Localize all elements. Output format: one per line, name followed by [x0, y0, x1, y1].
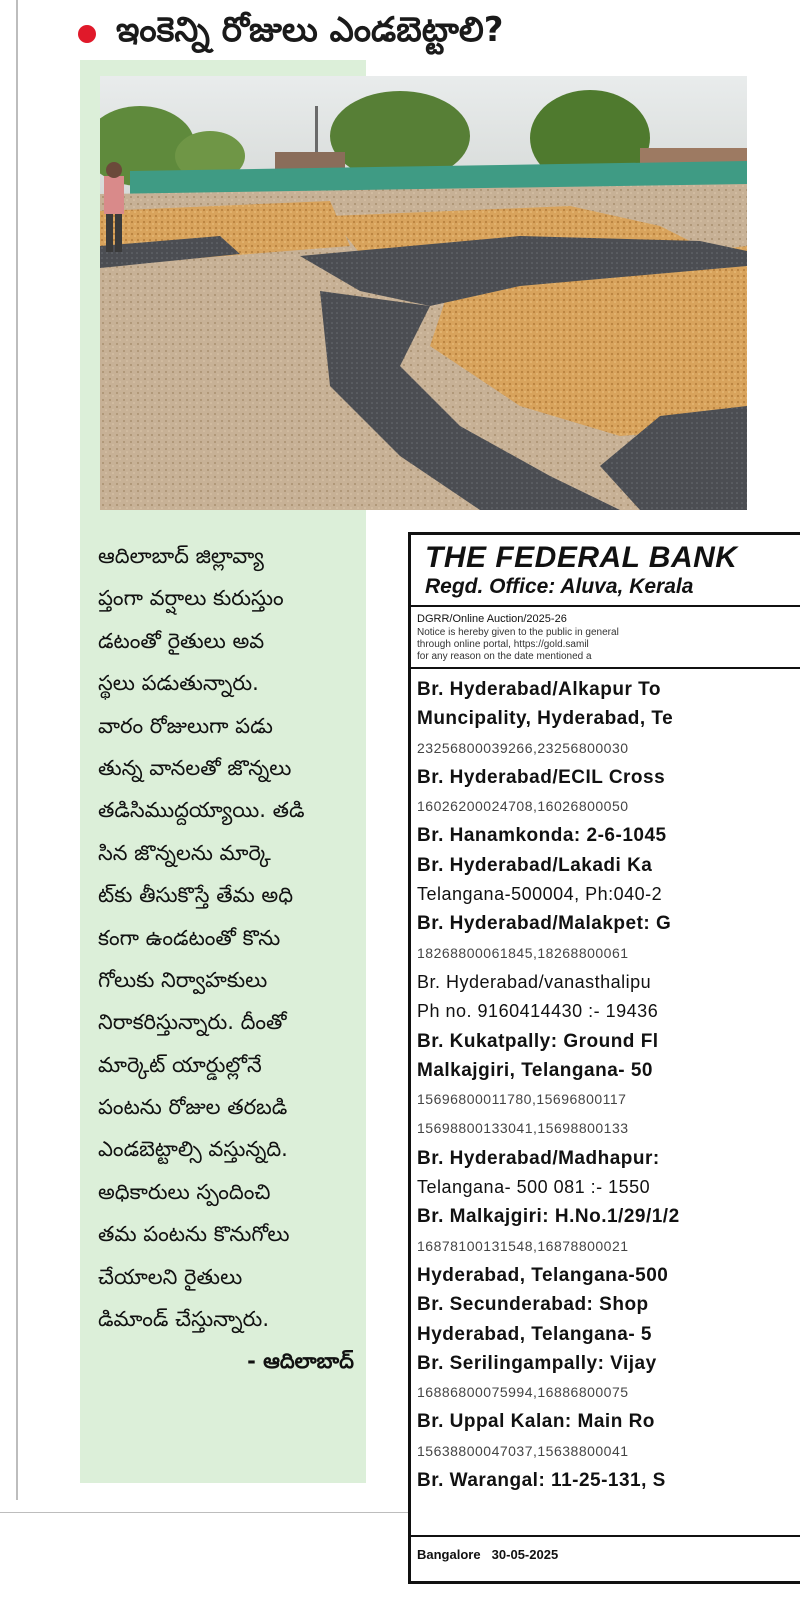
ad-branch-row: Hyderabad, Telangana- 5 — [417, 1323, 652, 1345]
ad-branch-row: Br. Hyderabad/Madhapur: — [417, 1147, 660, 1169]
ad-footer — [411, 1535, 800, 1563]
ad-reference: DGRR/Online Auction/2025-26 — [417, 613, 567, 625]
news-photo — [100, 76, 747, 510]
article-line: పంటను రోజుల తరబడి — [98, 1095, 288, 1120]
article-line: ఎండబెట్టాల్సి వస్తున్నది. — [98, 1137, 288, 1162]
ad-notice — [411, 625, 800, 669]
ad-branch-row: Br. Hanamkonda: 2-6-1045 — [417, 825, 667, 847]
article-line: తమ పంటను కొనుగోలు — [98, 1222, 290, 1247]
ad-subtitle: Regd. Office: Aluva, Kerala — [411, 575, 800, 607]
article-line: తడిసిముద్దయ్యాయి. తడి — [98, 798, 305, 823]
ad-branch-row: Br. Hyderabad/Malakpet: G — [417, 913, 672, 935]
ad-branch-row: Muncipality, Hyderabad, Te — [417, 708, 674, 730]
ad-branch-row: Br. Malkajgiri: H.No.1/29/1/2 — [417, 1206, 680, 1228]
ad-branch-row: Br. Hyderabad/ECIL Cross — [417, 766, 666, 788]
article-line: చేయాలని రైతులు — [98, 1264, 243, 1289]
article-body — [98, 535, 364, 1383]
ad-footer-date: 30-05-2025 — [491, 1547, 559, 1562]
ad-notice-line: through online portal, https://gold.samil — [417, 639, 589, 650]
article-line: సిన జొన్నలను మార్కె — [98, 840, 271, 865]
article-line: మార్కెట్ యార్డుల్లోనే — [98, 1052, 262, 1077]
article-line: నిరాకరిస్తున్నారు. దీంతో — [98, 1010, 287, 1035]
ad-branch-row: Br. Hyderabad/Alkapur To — [417, 679, 661, 700]
ad-branch-list — [411, 669, 800, 1495]
article-line: డిమాండ్ చేస్తున్నారు. — [98, 1307, 269, 1332]
ad-notice-line: for any reason on the date mentioned a — [417, 651, 592, 662]
ad-branch-row: 16878100131548,16878800021 — [417, 1237, 629, 1254]
ad-branch-row: Br. Warangal: 11-25-131, S — [417, 1470, 666, 1492]
article-line: కంగా ఉండటంతో కొను — [98, 925, 281, 950]
article-line: డటంతో రైతులు అవ — [98, 628, 265, 653]
ad-footer-place: Bangalore — [417, 1547, 481, 1562]
ad-branch-row: 15696800011780,15696800117 — [417, 1091, 627, 1108]
ad-branch-row: 16026200024708,16026800050 — [417, 798, 629, 815]
column-rule-left — [16, 0, 18, 1500]
ad-branch-row: Br. Hyderabad/vanasthalipu — [417, 971, 652, 992]
ad-branch-row: Telangana- 500 081 :- 1550 — [417, 1177, 651, 1198]
article-line: తున్న వానలతో జొన్నలు — [98, 755, 292, 780]
bullet-icon — [78, 25, 96, 43]
ad-branch-row: 15698800133041,15698800133 — [417, 1120, 629, 1137]
article-signature: - ఆదిలాబాద్ — [247, 1349, 354, 1374]
ad-branch-row: 18268800061845,18268800061 — [417, 944, 629, 961]
article-line: అధికారులు స్పందించి — [98, 1179, 271, 1204]
bank-advertisement — [408, 532, 800, 1584]
ad-branch-row: 15638800047037,15638800041 — [417, 1442, 629, 1459]
ad-branch-row: Telangana-500004, Ph:040-2 — [417, 884, 663, 905]
ad-branch-row: Hyderabad, Telangana-500 — [417, 1264, 669, 1286]
ad-branch-row: 16886800075994,16886800075 — [417, 1384, 629, 1401]
article-line: ట్‌కు తీసుకొస్తే తేమ అధి — [98, 883, 294, 908]
article-line: ఆదిలాబాద్ జిల్లావ్యా — [98, 544, 264, 568]
ad-branch-row: Br. Secunderabad: Shop — [417, 1294, 649, 1316]
headline-text: ఇంకెన్ని రోజులు ఎండబెట్టాలి? — [116, 10, 504, 50]
ad-branch-row: Br. Hyderabad/Lakadi Ka — [417, 854, 653, 876]
article-line: స్థలు పడుతున్నారు. — [98, 671, 259, 696]
grain-drying-photo — [100, 76, 747, 510]
ad-branch-row: Ph no. 9160414430 :- 19436 — [417, 1001, 659, 1022]
ad-branch-row: Malkajgiri, Telangana- 50 — [417, 1059, 654, 1081]
article-line: వారం రోజులుగా పడు — [98, 713, 273, 738]
ad-branch-row: 23256800039266,23256800030 — [417, 739, 629, 756]
ad-branch-row: Br. Uppal Kalan: Main Ro — [417, 1411, 655, 1433]
ad-branch-row: Br. Kukatpally: Ground Fl — [417, 1030, 659, 1052]
headline — [78, 6, 798, 62]
ad-branch-row: Br. Serilingampally: Vijay — [417, 1352, 657, 1374]
ad-title: THE FEDERAL BANK — [425, 541, 738, 574]
article-line: గోలుకు నిర్వాహకులు — [98, 967, 268, 992]
article-line: ప్తంగా వర్షాలు కురుస్తుం — [98, 586, 284, 611]
ad-notice-line: Notice is hereby given to the public in general — [417, 627, 619, 638]
